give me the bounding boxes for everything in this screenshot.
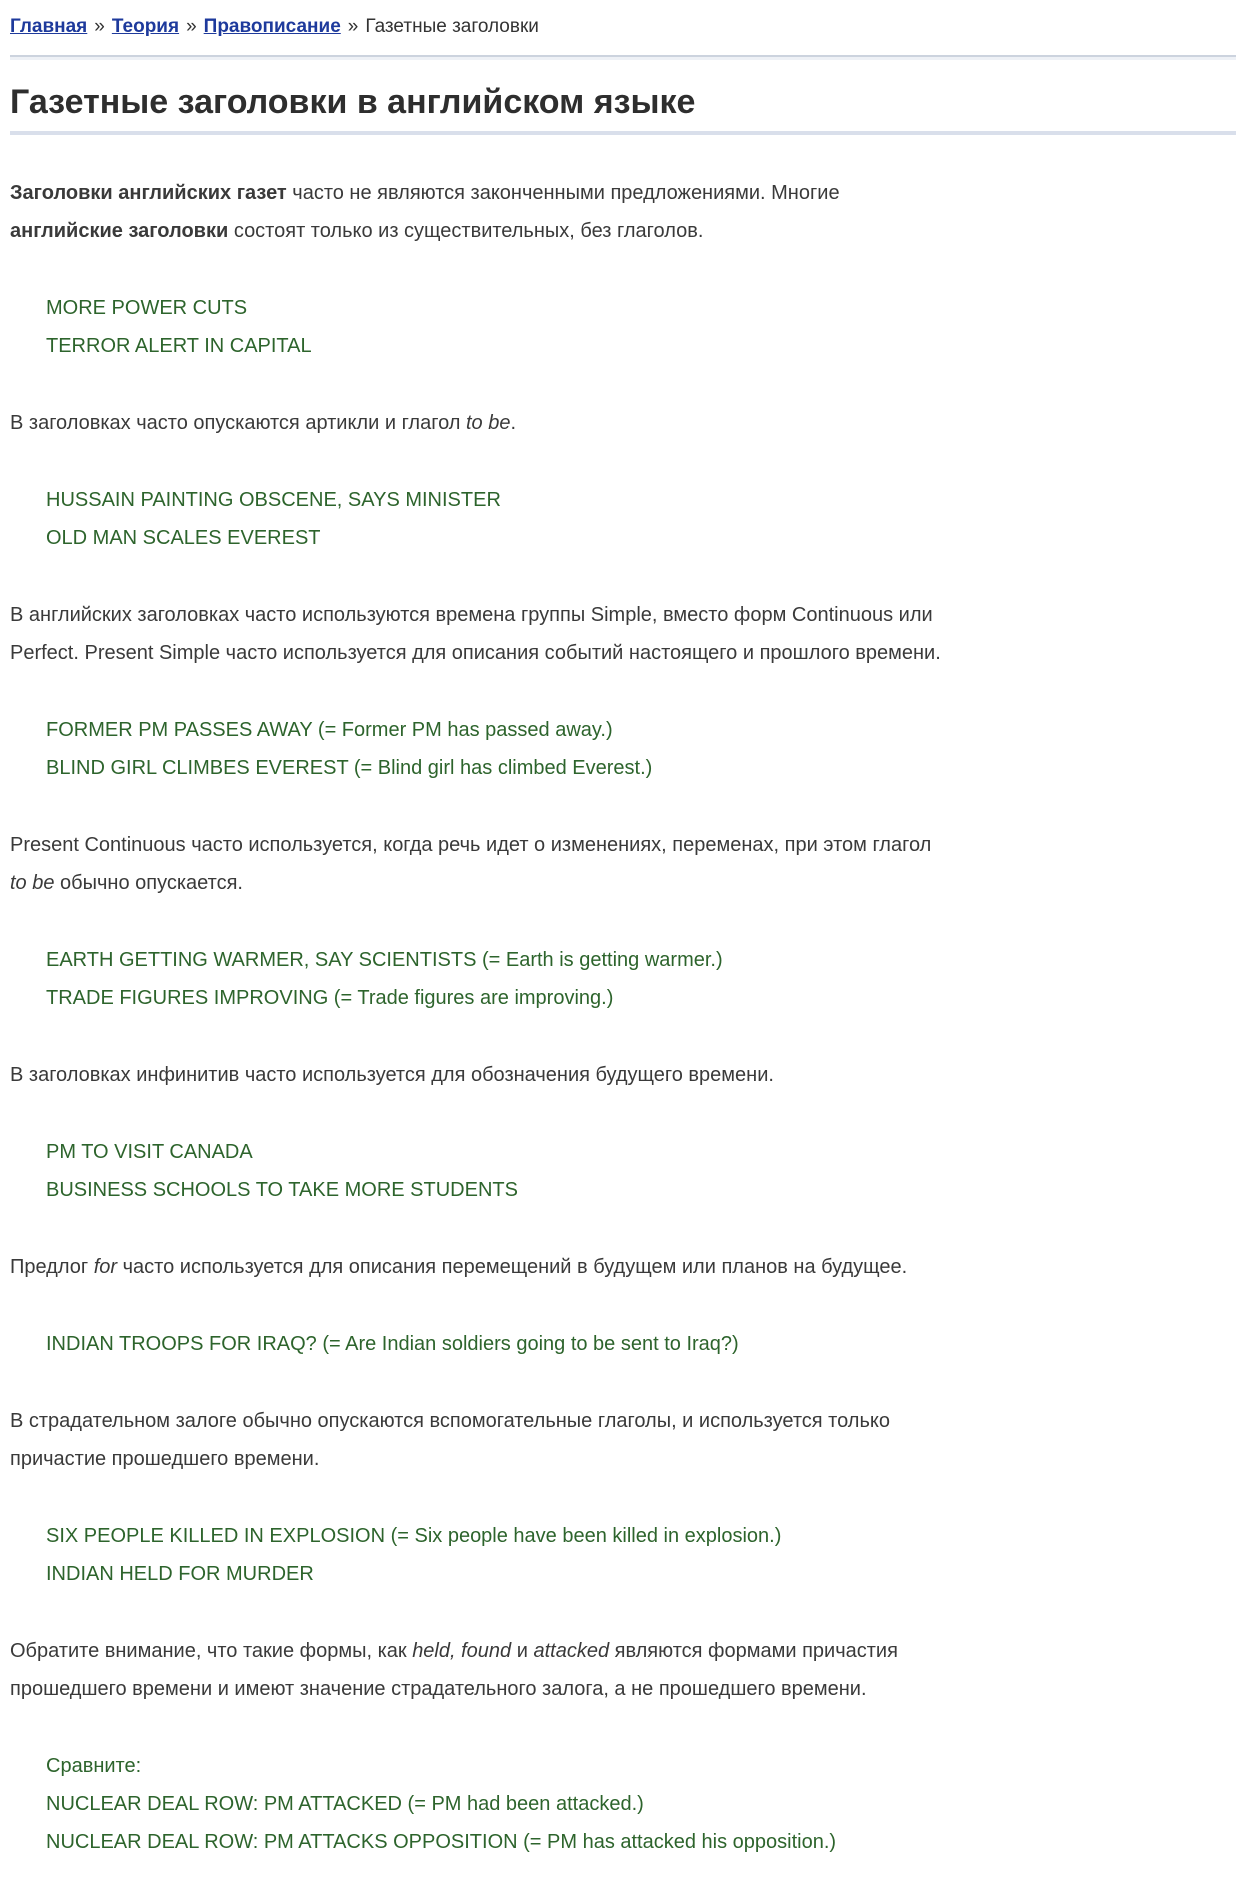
text-segment: Заголовки английских газет [10,182,287,204]
text-segment: В английских заголовках часто используются времена группы Simple, вместо форм Continuous или [10,604,933,626]
text-segment: английские заголовки [10,220,229,242]
headline-example-line: SIX PEOPLE KILLED IN EXPLOSION (= Six people have been killed in explosion.) [46,1525,782,1547]
text-segment: to be [10,872,55,894]
page-title: Газетные заголовки в английском языке [10,82,1236,135]
headline-example-line: NUCLEAR DEAL ROW: PM ATTACKS OPPOSITION (= PM has attacked his opposition.) [46,1831,837,1853]
headline-example-line: TRADE FIGURES IMPROVING (= Trade figures are improving.) [46,987,614,1009]
text-segment: to be [465,412,511,434]
headline-examples [46,1325,1236,1363]
headline-examples [46,941,1236,1017]
text-segment: В заголовках инфинитив часто используется для обозначения будущего времени. [10,1064,774,1086]
breadcrumb [10,14,1236,40]
breadcrumb-link[interactable]: Главная [10,16,88,37]
headline-example-line: FORMER PM PASSES AWAY (= Former PM has passed away.) [46,719,613,741]
paragraph [10,596,1236,672]
text-segment: состоят только из существительных, без глаголов. [228,220,704,242]
paragraph [10,1056,1236,1094]
text-segment: for [93,1256,118,1278]
text-segment: В страдательном залоге обычно опускаются вспомогательные глаголы, и используется только [10,1410,890,1432]
text-segment: являются формами причастия [609,1640,898,1662]
paragraph [10,174,1236,250]
paragraph [10,1632,1236,1708]
headline-examples [46,1747,1236,1861]
breadcrumb-separator: » [347,16,359,37]
text-segment: прошедшего времени и имеют значение страдательного залога, а не прошедшего времени. [10,1678,867,1700]
text-segment: и [511,1640,534,1662]
paragraph [10,1402,1236,1478]
text-segment: held, found [412,1640,512,1662]
text-segment: В заголовках часто опускаются артикли и глагол [10,412,466,434]
text-segment: Предлог [10,1256,94,1278]
breadcrumb-current: Газетные заголовки [365,16,539,37]
headline-example-line: OLD MAN SCALES EVEREST [46,527,321,549]
text-segment: часто не являются законченными предложениями. Многие [286,182,840,204]
headline-example-line: INDIAN HELD FOR MURDER [46,1563,314,1585]
headline-example-line: HUSSAIN PAINTING OBSCENE, SAYS MINISTER [46,489,501,511]
headline-example-line: TERROR ALERT IN CAPITAL [46,335,312,357]
headline-example-line: BLIND GIRL CLIMBES EVEREST (= Blind girl has climbed Everest.) [46,757,653,779]
headline-examples [46,289,1236,365]
headline-example-line: NUCLEAR DEAL ROW: PM ATTACKED (= PM had been attacked.) [46,1793,644,1815]
breadcrumb-divider [10,55,1236,60]
headline-examples [46,711,1236,787]
paragraph [10,826,1236,902]
headline-example-line: PM TO VISIT CANADA [46,1141,253,1163]
paragraph [10,404,1236,442]
headline-example-line: BUSINESS SCHOOLS TO TAKE MORE STUDENTS [46,1179,518,1201]
headline-example-line: EARTH GETTING WARMER, SAY SCIENTISTS (= Earth is getting warmer.) [46,949,723,971]
breadcrumb-separator: » [94,16,105,37]
headline-examples [46,1133,1236,1209]
breadcrumb-link[interactable]: Правописание [203,16,341,37]
text-segment: . [510,412,517,434]
text-segment: часто используется для описания перемещений в будущем или планов на будущее. [117,1256,908,1278]
article-body [10,174,1236,1861]
breadcrumb-link[interactable]: Теория [111,16,180,37]
paragraph [10,1248,1236,1286]
headline-example-line: INDIAN TROOPS FOR IRAQ? (= Are Indian soldiers going to be sent to Iraq?) [46,1333,739,1355]
headline-example-line: Сравните: [46,1755,142,1777]
text-segment: Present Continuous часто используется, когда речь идет о изменениях, переменах, при этом глагол [10,834,932,856]
text-segment: Обратите внимание, что такие формы, как [10,1640,413,1662]
headline-examples [46,1517,1236,1593]
headline-example-line: MORE POWER CUTS [46,297,248,319]
text-segment: причастие прошедшего времени. [10,1448,320,1470]
text-segment: Perfect. Present Simple часто используется для описания событий настоящего и прошлого времени. [10,642,941,664]
breadcrumb-separator: » [186,16,197,37]
headline-examples [46,481,1236,557]
text-segment: обычно опускается. [54,872,243,894]
text-segment: attacked [533,1640,610,1662]
